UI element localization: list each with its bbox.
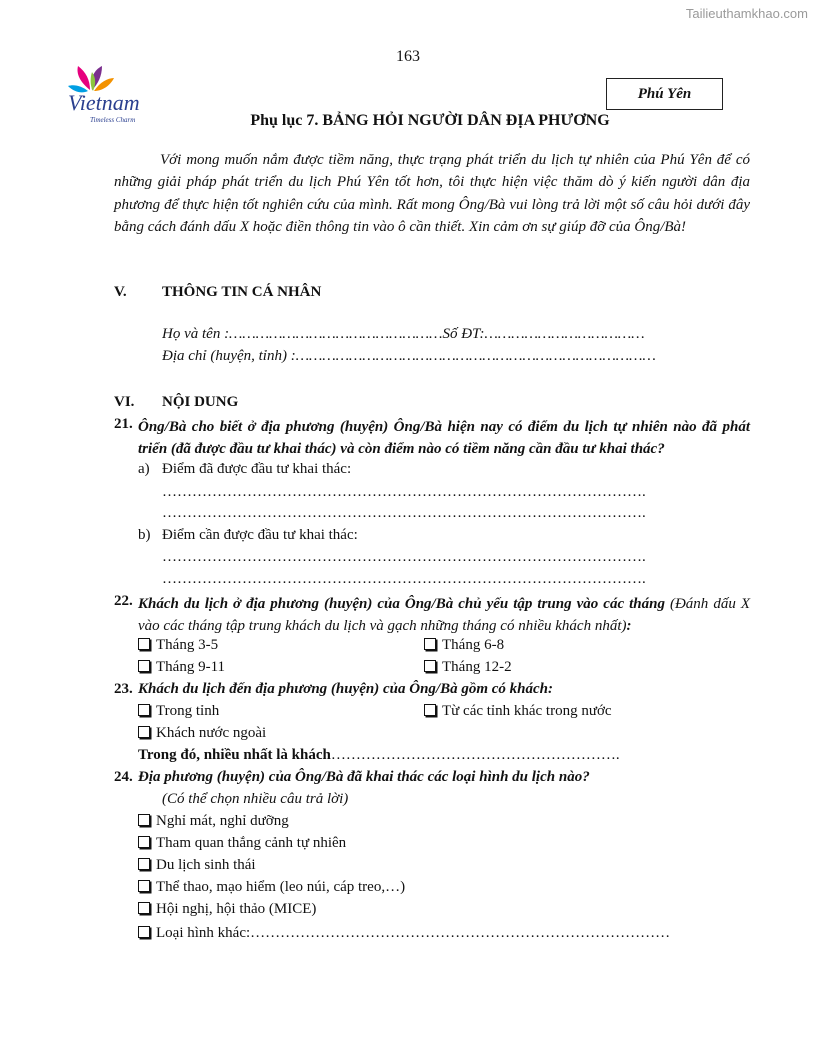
q22-option-2[interactable] — [424, 637, 504, 654]
q24-option-5[interactable] — [138, 901, 316, 918]
checkbox-icon[interactable] — [138, 858, 150, 870]
q23-option-3[interactable] — [138, 725, 266, 742]
section-v-numeral: V. — [114, 284, 127, 300]
checkbox-icon[interactable] — [138, 814, 150, 826]
q23-most-answer-line[interactable]: …………………………………………………. — [330, 747, 620, 763]
q22-option-1[interactable] — [138, 637, 218, 654]
q23-option-label: Trong tỉnh — [156, 703, 220, 719]
q22-text — [138, 593, 750, 638]
q24-option-other[interactable] — [138, 925, 758, 942]
address-field[interactable]: Địa chỉ (huyện, tỉnh) :……………………………………………………………………… — [162, 348, 656, 364]
checkbox-icon[interactable] — [138, 880, 150, 892]
checkbox-icon[interactable] — [138, 902, 150, 914]
q21-a-answer-line-2[interactable]: ……………………………………………………………………………………. — [162, 505, 646, 521]
q24-option-2[interactable] — [138, 835, 346, 852]
checkbox-icon[interactable] — [138, 660, 150, 672]
logo-tagline: Timeless Charm — [90, 116, 136, 124]
q24-other-answer-line[interactable]: ………………………………………………………………………… — [250, 925, 671, 941]
section-vi-heading: NỘI DUNG — [162, 394, 239, 410]
q23-number: 23. — [114, 681, 133, 697]
q24-option-label: Nghỉ mát, nghỉ dưỡng — [156, 813, 289, 829]
q21-a-marker: a) — [138, 461, 150, 477]
q22-option-label: Tháng 9-11 — [156, 659, 226, 675]
q24-number: 24. — [114, 769, 133, 785]
q22-option-label: Tháng 6-8 — [442, 637, 505, 653]
q22-option-3[interactable] — [138, 659, 225, 676]
page-title: Phụ lục 7. BẢNG HỎI NGƯỜI DÂN ĐỊA PHƯƠNG — [250, 112, 610, 129]
q23-text: Khách du lịch đến địa phương (huyện) của Ông/Bà gồm có khách: — [138, 681, 554, 697]
checkbox-icon[interactable] — [138, 638, 150, 650]
q21-b-marker: b) — [138, 527, 151, 543]
q23-most-label: Trong đó, nhiều nhất là khách — [138, 747, 331, 763]
q24-option-label: Tham quan thắng cảnh tự nhiên — [156, 835, 347, 851]
q24-other-label: Loại hình khác: — [156, 925, 251, 941]
q22-option-label: Tháng 3-5 — [156, 637, 219, 653]
q21-number: 21. — [114, 416, 133, 432]
q22-text-end: : — [626, 618, 632, 635]
q24-option-label: Hội nghị, hội thảo (MICE) — [156, 901, 317, 917]
q21-text: Ông/Bà cho biết ở địa phương (huyện) Ông/Bà hiện nay có điểm du lịch tự nhiên nào đã phát triển (đã được đầu tư khai thác) và còn điểm nào có tiềm năng cần đầu tư khai thác? — [138, 419, 750, 458]
q24-hint: (Có thể chọn nhiều câu trả lời) — [162, 791, 349, 807]
q23-option-label: Từ các tỉnh khác trong nước — [442, 703, 612, 719]
name-phone-field[interactable]: Họ và tên :…………………………………………Số ĐT:……………………………… — [162, 326, 645, 342]
q22-text-hint: (Đánh dấu X vào các tháng tập trung khách du lịch và gạch những tháng có nhiều khách nhất) — [138, 596, 750, 635]
checkbox-icon[interactable] — [138, 836, 150, 848]
q21-b-label: Điểm cần được đầu tư khai thác: — [162, 527, 358, 543]
province-box: Phú Yên — [606, 78, 723, 110]
q22-option-4[interactable] — [424, 659, 512, 676]
watermark: Tailieuthamkhao.com — [685, 6, 808, 21]
logo-wordmark: Vietnam — [68, 90, 140, 115]
checkbox-icon[interactable] — [424, 638, 436, 650]
q24-option-label: Du lịch sinh thái — [156, 857, 256, 873]
q24-option-1[interactable] — [138, 813, 289, 830]
q24-option-label: Thể thao, mạo hiểm (leo núi, cáp treo,…) — [156, 879, 406, 895]
section-v-heading: THÔNG TIN CÁ NHÂN — [162, 284, 322, 300]
q22-option-label: Tháng 12-2 — [442, 659, 512, 675]
q21-a-label: Điểm đã được đầu tư khai thác: — [162, 461, 352, 477]
q21-b-answer-line-1[interactable]: ……………………………………………………………………………………. — [162, 549, 646, 565]
intro-paragraph: Với mong muốn nắm được tiềm năng, thực trạng phát triển du lịch tự nhiên của Phú Yên để có những giải pháp phát triển du lịch Phú Yên tốt hơn, tôi thực hiện việc thăm dò ý kiến người dân địa phương để thực hiện tốt nghiên cứu của mình. Rất mong Ông/Bà vui lòng trả lời một số câu hỏi dưới đây bằng cách đánh dấu X hoặc điền thông tin vào ô cần thiết. Xin cảm ơn sự giúp đỡ của Ông/Bà! — [114, 152, 750, 236]
q23-option-label: Khách nước ngoài — [156, 725, 267, 741]
q24-option-3[interactable] — [138, 857, 256, 874]
checkbox-icon[interactable] — [138, 704, 150, 716]
q21-a-answer-line-1[interactable]: ……………………………………………………………………………………. — [162, 484, 646, 500]
q23-most-visitors[interactable] — [138, 747, 620, 764]
checkbox-icon[interactable] — [424, 704, 436, 716]
checkbox-icon[interactable] — [138, 726, 150, 738]
q23-option-2[interactable] — [424, 703, 612, 720]
q23-option-1[interactable] — [138, 703, 219, 720]
page-number: 163 — [396, 48, 420, 65]
q22-text-main: Khách du lịch ở địa phương (huyện) của Ông/Bà chủ yếu tập trung vào các tháng — [138, 596, 665, 612]
q21-b-answer-line-2[interactable]: ……………………………………………………………………………………. — [162, 571, 646, 587]
q24-option-4[interactable] — [138, 879, 405, 896]
checkbox-icon[interactable] — [424, 660, 436, 672]
q22-number: 22. — [114, 593, 133, 609]
q24-text: Địa phương (huyện) của Ông/Bà đã khai thác các loại hình du lịch nào? — [138, 769, 590, 785]
checkbox-icon[interactable] — [138, 926, 150, 938]
section-vi-numeral: VI. — [114, 394, 135, 410]
